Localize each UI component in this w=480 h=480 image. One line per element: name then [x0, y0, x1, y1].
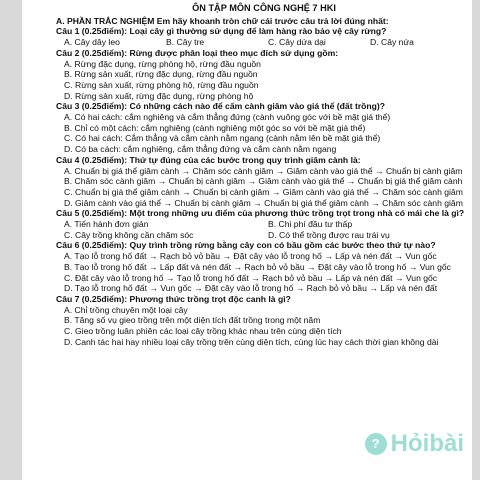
question-1-options	[56, 37, 472, 48]
option-a: A. Cây dây leo	[64, 37, 120, 48]
option-d: D. Tạo lỗ trong hố đất → Vun gốc → Đặt cây vào lỗ trong hố → Rạch bỏ vỏ bầu → Lấp và nén đất	[64, 283, 438, 294]
question-5: Câu 5 (0.25điểm): Một trong những ưu điểm của phương thức trồng trọt trong nhà có mái che là gì?	[56, 208, 465, 219]
watermark-logo	[365, 430, 464, 458]
question-1: Câu 1 (0.25điểm): Loại cây gì thường sử dụng để làm hàng rào bảo vệ cây rừng?	[56, 26, 387, 37]
question-5-options	[56, 219, 472, 240]
option-b: B. Tăng số vụ gieo trồng trên một diện tích đất trồng trong một năm	[64, 315, 321, 326]
option-b: B. Cây tre	[166, 37, 205, 48]
option-c: C. Cây dứa dại	[268, 37, 326, 48]
question-6: Câu 6 (0.25điểm): Quy trình trồng rừng bằng cây con có bầu gồm các bước theo thứ tự nào?	[56, 240, 436, 251]
option-d: D. Giâm cành vào giá thể → Chuẩn bị cành giâm → Chuẩn bị giá thể giâm cành → Chăm sóc cành giâm	[64, 197, 463, 208]
option-c: C. Đặt cây vào lỗ trong hố → Tạo lỗ trong hố đất → Rạch bỏ vỏ bầu → Lấp và nén đất → Vun gốc	[64, 272, 438, 283]
option-c: C. Rừng sản xuất, rừng phòng hộ, rừng đầu nguồn	[64, 79, 259, 90]
option-a: A. Có hai cách: cắm nghiêng và cắm thẳng đứng (cành vuông góc với bề mặt giá thể)	[64, 112, 391, 123]
option-a: A. Chuẩn bị giá thể giâm cành → Chăm sóc cành giâm → Giâm cành vào giá thể → Chuẩn bị cành giâm	[64, 165, 463, 176]
question-7: Câu 7 (0.25điểm): Phương thức trồng trọt độc canh là gì?	[56, 293, 291, 304]
option-b: B. Tạo lỗ trong hố đất → Lấp đất và nén đất → Rạch bỏ vỏ bầu → Đặt cây vào lỗ trong hố → Vun gốc	[64, 261, 451, 272]
question-4: Câu 4 (0.25điểm): Thứ tự đúng của các bước trong quy trình giâm cành là:	[56, 154, 361, 165]
option-d: D. Canh tác hai hay nhiều loại cây trồng trên cùng diện tích, cùng lúc hay cách thời gian không dài	[64, 336, 439, 347]
question-2: Câu 2 (0.25điểm): Rừng được phân loại theo mục đích sử dụng gồm:	[56, 47, 339, 58]
option-b: B. Chăm sóc cành giâm → Chuẩn bị cành giâm → Giâm cành vào giá thể → Chuẩn bị giá thể giâm cành	[64, 176, 463, 187]
option-a: A. Chỉ trồng chuyên một loại cây	[64, 304, 188, 315]
document-title: ÔN TẬP MÔN CÔNG NGHỆ 7 HKI	[192, 3, 336, 13]
chat-bubble-icon: ?	[365, 433, 387, 455]
option-c: C. Có hai cách: Cắm thẳng và cắm cành nằm ngang (cành nằm lên bề mặt giá thể)	[64, 133, 381, 144]
question-3: Câu 3 (0.25điểm): Có những cách nào để cấm cành giâm vào giá thể (đất trồng)?	[56, 101, 386, 112]
option-c: C. Cây trồng không cần chăm sóc	[64, 229, 194, 240]
option-a: A. Tạo lỗ trong hố đất → Rạch bỏ vỏ bầu → Đặt cây vào lỗ trong hố → Lấp và nén đất → Vun gốc	[64, 251, 437, 262]
option-a: A. Rừng đặc dụng, rừng phòng hộ, rừng đầu nguồn	[64, 58, 261, 69]
document-page	[22, 0, 472, 480]
document-content	[56, 3, 472, 348]
option-d: D. Có thể trồng được rau trái vụ	[268, 229, 390, 240]
option-d: D. Cây nứa	[370, 37, 414, 48]
option-b: B. Chi phí đầu tư thấp	[268, 219, 353, 230]
option-c: C. Gieo trồng luân phiên các loại cây trồng khác nhau trên cùng diện tích	[64, 326, 342, 337]
option-d: D. Rừng sản xuất, rừng đặc dụng, rừng phòng hộ	[64, 90, 254, 101]
option-b: B. Rừng sản xuất, rừng đặc dụng, rừng đầu nguồn	[64, 69, 258, 80]
section-heading: A. PHẦN TRẮC NGHIỆM Em hãy khoanh tròn chữ cái trước câu trả lời đúng nhất:	[56, 15, 389, 26]
option-a: A. Tiến hành đơn giản	[64, 219, 149, 230]
option-d: D. Có ba cách: cắm nghiêng, cắm thẳng đứng và cắm cành nằm ngang	[64, 144, 337, 155]
option-c: C. Chuẩn bị giá thể giâm cành → Chuẩn bị cành giâm → Giâm cành vào giá thể → Chăm sóc cành giâm	[64, 186, 463, 197]
option-b: B. Chỉ có một cách: cắm nghiêng (cành nghiêng một góc so với bề mặt giá thể)	[64, 122, 366, 133]
watermark-text: Hỏibài	[390, 430, 464, 457]
